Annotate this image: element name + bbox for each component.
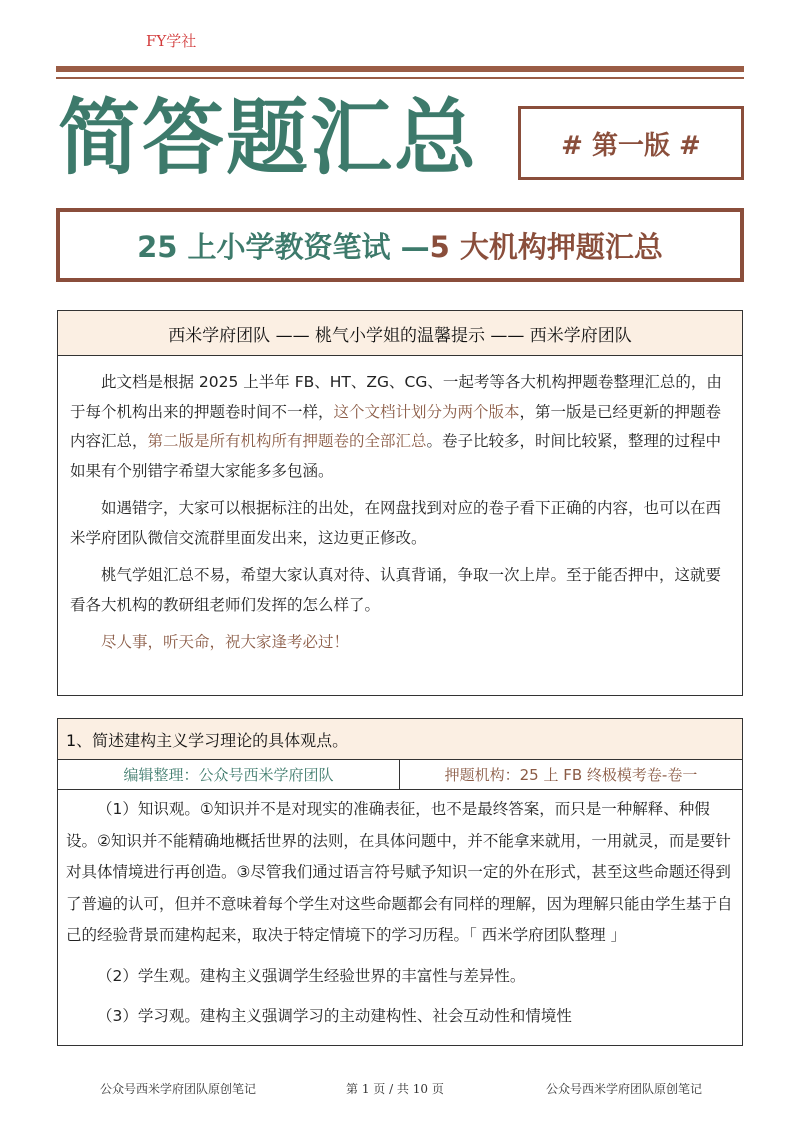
footer-right: 公众号西米学府团队原创笔记 (546, 1082, 703, 1096)
notice-paragraph-2: 如遇错字，大家可以根据标注的出处，在网盘找到对应的卷子看下正确的内容，也可以在西米学府团队微信交流群里面发出来，这边更正修改。 (70, 499, 722, 547)
question-meta-row (58, 760, 742, 790)
notice-p1-a: 此文档是根据 2025 上半年 FB、HT、ZG、CG、一起考等各大机构押题卷整理汇总的，由于每个机构出来的押题卷时间不一样， (70, 373, 722, 421)
header-rule-thin (56, 77, 744, 79)
notice-body (58, 356, 742, 658)
notice-paragraph-1 (70, 368, 728, 486)
footer-left: 公众号西米学府团队原创笔记 (100, 1082, 257, 1096)
notice-p1-highlight-2: 第二版是所有机构所有押题卷的全部汇总 (147, 432, 427, 450)
answer-point-3: （3）学习观。建构主义强调学习的主动建构性、社会互动性和情境性 (97, 1007, 572, 1025)
question-editor: 编辑整理：公众号西米学府团队 (58, 760, 400, 789)
notice-paragraph-4: 尽人事，听天命，祝大家逢考必过！ (101, 633, 350, 651)
notice-header: 西米学府团队 —— 桃气小学姐的温馨提示 —— 西米学府团队 (58, 311, 742, 356)
notice-p1-c: 。卷子比较多，时间比较紧，整理的过程中如果有个别错字希望大家能多多包涵。 (70, 432, 722, 480)
footer-page-number: 第 1 页 / 共 10 页 (346, 1082, 444, 1096)
edition-badge: # 第一版 # (518, 106, 744, 180)
question-title: 1、简述建构主义学习理论的具体观点。 (58, 719, 742, 760)
question-box (57, 718, 743, 1046)
subtitle-part1: 25 上小学教资笔试 — (137, 229, 430, 264)
question-answer (58, 790, 742, 1033)
notice-p1-highlight-1: 这个文档计划分为两个版本 (333, 402, 520, 421)
subtitle-part2: 5 大机构押题汇总 (429, 229, 663, 264)
answer-point-2: （2）学生观。建构主义强调学生经验世界的丰富性与差异性。 (97, 966, 526, 985)
notice-p1-b: ，第一版是已经更新的押题卷内容汇总， (70, 402, 722, 450)
question-source: 押题机构：25 上 FB 终极模考卷-卷一 (444, 766, 698, 784)
brand-label: FY学社 (146, 32, 197, 50)
notice-paragraph-3: 桃气学姐汇总不易，希望大家认真对待、认真背诵，争取一次上岸。至于能否押中，这就要看各大机构的教研组老师们发挥的怎么样了。 (70, 566, 722, 614)
page-title: 简答题汇总 (58, 91, 479, 186)
notice-box (57, 310, 743, 696)
answer-point-1: （1）知识观。①知识并不是对现实的准确表征，也不是最终答案，而只是一种解释、种假设。②知识并不能精确地概括世界的法则，在具体问题中，并不能拿来就用，一用就灵，而是要针对具体情境进行再创造。③尽管我们通过语言符号赋予知识一定的外在形式，甚至这些命题还得到了普遍的认可，但并不意味着每个学生对这些命题都会有同样的理解，因为理解只能由学生基于自己的经验背景而建构起来，取决于特定情境下的学习历程。「 西米学府团队整理 」 (66, 800, 733, 944)
subtitle-banner (56, 208, 744, 282)
header-rule-thick (56, 66, 744, 72)
